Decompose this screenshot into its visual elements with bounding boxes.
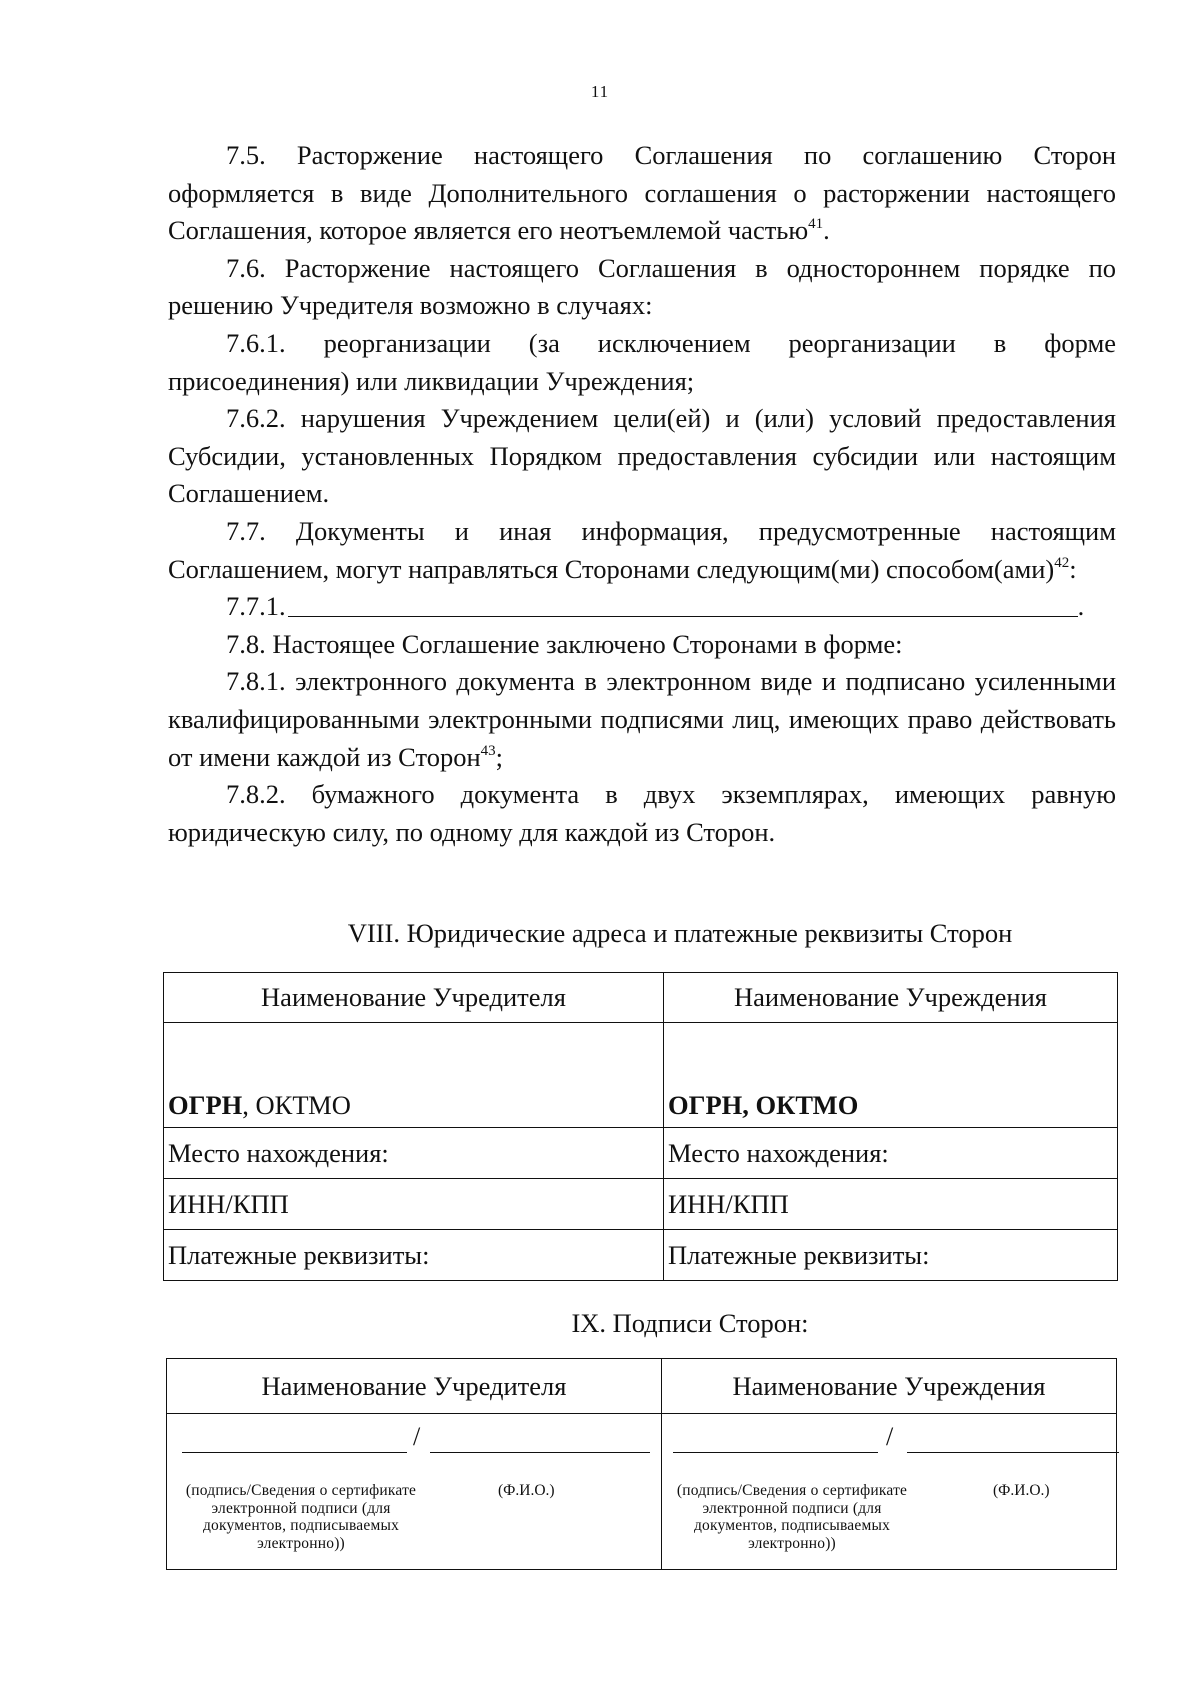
founder-signature-header: Наименование Учредителя <box>167 1359 662 1414</box>
signatures-table <box>166 1358 1117 1570</box>
page-number: 11 <box>590 82 610 101</box>
founder-signature-cell <box>167 1414 662 1570</box>
slash-separator: / <box>413 1422 421 1451</box>
institution-ogrn-cell: ОГРН, ОКТМО <box>664 1023 1118 1128</box>
table-row <box>167 1359 1117 1414</box>
footnote-ref-43[interactable]: 43 <box>480 742 496 759</box>
requisites-table <box>163 972 1118 1281</box>
table-row <box>164 973 1118 1023</box>
footnote-ref-42[interactable]: 42 <box>1054 554 1070 571</box>
fio-label: (Ф.И.О.) <box>498 1482 555 1499</box>
fio-line[interactable] <box>907 1440 1119 1453</box>
slash-separator: / <box>886 1422 894 1451</box>
signature-note: (подпись/Сведения о сертификате электронной подписи (для документов, подписываемых электронно)) <box>676 1482 908 1552</box>
signature-note: (подпись/Сведения о сертификате электронной подписи (для документов, подписываемых электронно)) <box>185 1482 417 1552</box>
institution-signature-header: Наименование Учреждения <box>662 1359 1117 1414</box>
table-row <box>164 1230 1118 1281</box>
institution-signature-cell <box>662 1414 1117 1570</box>
institution-payment-cell: Платежные реквизиты: <box>664 1230 1118 1281</box>
founder-payment-cell: Платежные реквизиты: <box>164 1230 664 1281</box>
paragraph-7-8-1: 7.8.1. электронного документа в электронном виде и подписано усиленными квалифицированными электронными подписями лиц, имеющих право действовать от имени каждой из Сторон$^{43}$; <box>168 666 1116 772</box>
table-row <box>167 1414 1117 1570</box>
founder-inn-cell: ИНН/КПП <box>164 1179 664 1230</box>
paragraph-7-6-1: 7.6.1. реорганизации (за исключением реорганизации в форме присоединения) или ликвидации Учреждения; <box>168 327 1116 396</box>
table-row <box>164 1023 1118 1128</box>
section-9-title: IX. Подписи Сторон: <box>571 1308 809 1338</box>
document-body <box>168 137 1116 851</box>
paragraph-7-7-1: 7.7.1. . <box>226 591 1085 622</box>
institution-name-header: Наименование Учреждения <box>664 973 1118 1023</box>
institution-inn-cell: ИНН/КПП <box>664 1179 1118 1230</box>
paragraph-7-6: 7.6. Расторжение настоящего Соглашения в одностороннем порядке по решению Учредителя возможно в случаях: <box>168 252 1116 321</box>
footnote-ref-41[interactable]: 41 <box>808 216 824 233</box>
fio-line[interactable] <box>430 1440 650 1453</box>
founder-location-cell: Место нахождения: <box>164 1128 664 1179</box>
paragraph-7-5: 7.5. Расторжение настоящего Соглашения по соглашению Сторон оформляется в виде Дополнительного соглашения о расторжении настоящего Соглашения, которое является его неотъемлемой частью$^{41}$. <box>168 140 1116 246</box>
table-row <box>164 1179 1118 1230</box>
table-row <box>164 1128 1118 1179</box>
founder-ogrn-cell: ОГРН, ОКТМО <box>164 1023 664 1128</box>
fio-label: (Ф.И.О.) <box>993 1482 1050 1499</box>
signature-line[interactable] <box>182 1440 407 1453</box>
section-8-title: VIII. Юридические адреса и платежные реквизиты Сторон <box>347 918 1013 948</box>
fill-in-blank-line <box>288 592 1078 617</box>
institution-location-cell: Место нахождения: <box>664 1128 1118 1179</box>
founder-name-header: Наименование Учредителя <box>164 973 664 1023</box>
paragraph-7-7: 7.7. Документы и иная информация, предусмотренные настоящим Соглашением, могут направляться Сторонами следующим(ми) способом(ами)$^{42}$: <box>168 515 1116 584</box>
paragraph-7-8: 7.8. Настоящее Соглашение заключено Сторонами в форме: <box>226 628 903 659</box>
paragraph-7-8-2: 7.8.2. бумажного документа в двух экземплярах, имеющих равную юридическую силу, по одному для каждой из Сторон. <box>168 779 1116 847</box>
paragraph-7-6-2: 7.6.2. нарушения Учреждением цели(ей) и (или) условий предоставления Субсидии, установленных Порядком предоставления субсидии или настоящим Соглашением. <box>168 403 1116 509</box>
signature-line[interactable] <box>673 1440 878 1453</box>
